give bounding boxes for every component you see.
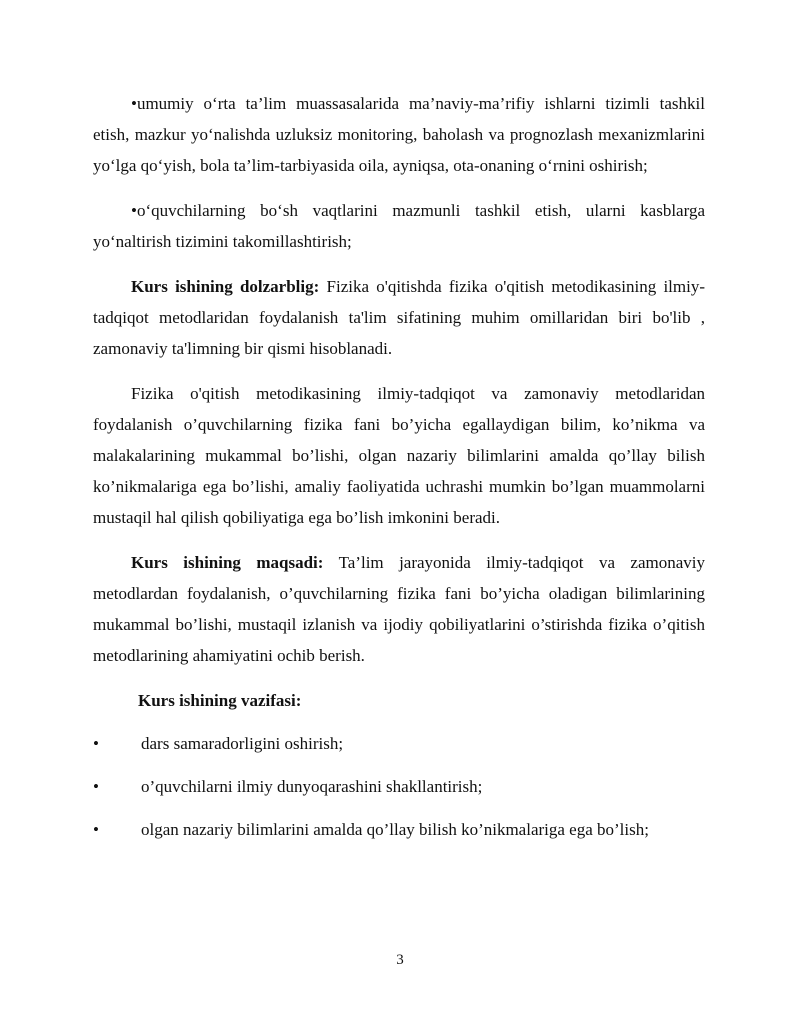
goal-heading: Kurs ishining maqsadi: bbox=[131, 553, 324, 572]
task-text: dars samaradorligini oshirish; bbox=[141, 734, 344, 753]
task-text: o’quvchilarni ilmiy dunyoqarashini shakllantirish; bbox=[141, 777, 483, 796]
bullet-icon: • bbox=[93, 820, 99, 839]
tasks-heading: Kurs ishining vazifasi: bbox=[138, 691, 302, 710]
list-item bbox=[93, 728, 705, 759]
page-number: 3 bbox=[396, 952, 404, 968]
paragraph-2 bbox=[93, 195, 705, 257]
relevance-text: Fizika o'qitishda fizika o'qitish metodikasining ilmiy-tadqiqot metodlaridan foydalanish ta'lim sifatining muhim omillaridan biri bo'lib , zamonaviy ta'limning bir qismi hisoblanadi. bbox=[93, 277, 705, 358]
list-item bbox=[93, 771, 705, 802]
paragraph-2-text: •o‘quvchilarning bo‘sh vaqtlarini mazmunli tashkil etish, ularni kasblarga yo‘naltirish tizimini takomillashtirish; bbox=[93, 201, 705, 251]
paragraph-1-text: •umumiy o‘rta ta’lim muassasalarida ma’naviy-ma’rifiy ishlarni tizimli tashkil etish, mazkur yo‘nalishda uzluksiz monitoring, baholash va prognozlash mexanizmlarini yo‘lga qo‘yish, bola ta’lim-tarbiyasida oila, ayniqsa, ota-onaning o‘rnini oshirish; bbox=[93, 94, 705, 175]
list-item bbox=[93, 814, 705, 845]
paragraph-4-text: Fizika o'qitish metodikasining ilmiy-tadqiqot va zamonaviy metodlaridan foydalanish o’quvchilarning fizika fani bo’yicha egallaydigan bilim, ko’nikma va malakalarining mukammal bo’lishi, olgan nazariy bilimlarini amalda qo’llay bilish ko’nikmalariga ega bo’lishi, amaliy faoliyatida uchrashi mumkin bo’lgan muammolarni mustaqil hal qilish qobiliyatiga ega bo’lish imkonini beradi. bbox=[93, 384, 705, 527]
tasks-list bbox=[93, 728, 705, 845]
bullet-icon: • bbox=[93, 734, 99, 753]
paragraph-relevance bbox=[93, 271, 705, 364]
paragraph-4 bbox=[93, 378, 705, 533]
bullet-icon: • bbox=[93, 777, 99, 796]
relevance-heading: Kurs ishining dolzarblig: bbox=[131, 277, 320, 296]
goal-text: Ta’lim jarayonida ilmiy-tadqiqot va zamonaviy metodlardan foydalanish, o’quvchilarning fizika fani bo’yicha oladigan bilimlarining mukammal bo’lishi, mustaqil izlanish va ijodiy qobiliyatlarini o’stirishda fizika o’qitish metodlarining ahamiyatini ochib berish. bbox=[93, 553, 706, 665]
task-text: olgan nazariy bilimlarini amalda qo’llay bilish ko’nikmalariga ega bo’lish; bbox=[141, 820, 649, 839]
paragraph-goal bbox=[93, 547, 705, 671]
page-content bbox=[93, 88, 705, 857]
paragraph-1 bbox=[93, 88, 705, 181]
